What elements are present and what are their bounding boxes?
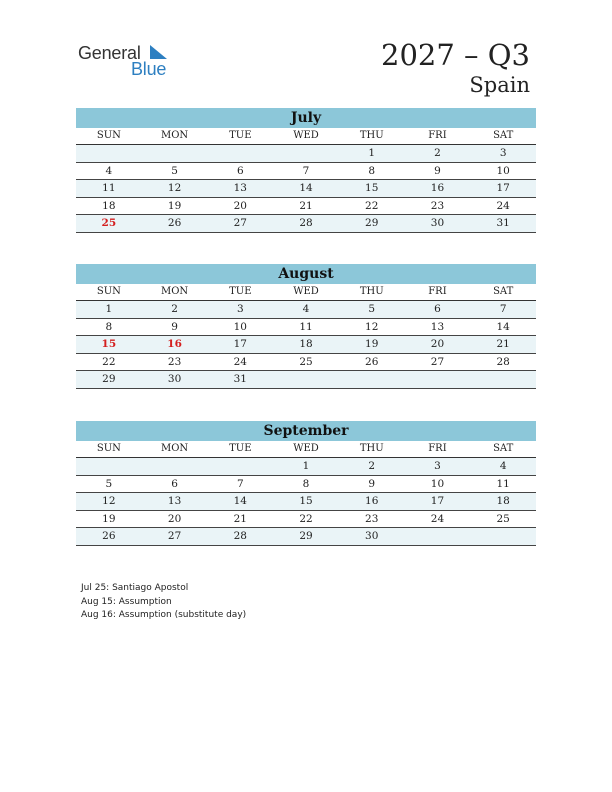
day-cell: 27: [167, 530, 182, 542]
day-cell: 28: [496, 355, 510, 368]
day-cell: [273, 371, 339, 388]
day-cell: 5: [105, 477, 113, 490]
day-cell: 12: [167, 182, 182, 194]
weekday-label: TUE: [229, 130, 252, 141]
holiday-note: Aug 15: Assumption: [81, 596, 172, 607]
day-cell: [207, 145, 273, 162]
day-cell: 8: [105, 320, 113, 333]
weekday-label: THU: [359, 130, 384, 141]
page-title: 2027 – Q3: [381, 38, 530, 72]
weekday-label: WED: [293, 130, 319, 141]
day-cell: [76, 458, 142, 475]
day-cell: 17: [233, 338, 247, 350]
day-cell: 30: [167, 373, 182, 385]
day-cell: 25: [299, 355, 313, 368]
week-row: [76, 163, 536, 181]
weekday-label: SAT: [493, 286, 514, 297]
day-cell: 14: [299, 182, 313, 194]
day-cell: 11: [299, 320, 313, 333]
day-cell: 29: [299, 530, 313, 542]
day-cell: 20: [167, 512, 182, 525]
day-cell: [142, 145, 208, 162]
day-cell: 22: [299, 512, 313, 525]
week-row: [76, 180, 536, 198]
day-cell: 23: [365, 512, 379, 525]
day-cell: 30: [430, 217, 445, 229]
day-cell: 3: [434, 460, 441, 472]
month-calendar-september: [76, 421, 536, 546]
day-cell: 13: [430, 320, 445, 333]
day-cell: 17: [430, 495, 445, 507]
day-cell: 11: [102, 182, 116, 194]
day-cell: 23: [430, 199, 445, 212]
day-cell: 21: [233, 512, 247, 525]
day-cell: 23: [167, 355, 182, 368]
holiday-note: Aug 16: Assumption (substitute day): [81, 610, 247, 620]
day-cell: 7: [236, 477, 244, 490]
day-cell: [339, 371, 405, 388]
day-cell: 28: [233, 530, 247, 542]
holiday-notes: [81, 582, 246, 623]
day-cell: 4: [499, 460, 507, 472]
month-calendar-august: [76, 264, 536, 389]
day-cell: 12: [365, 320, 379, 333]
day-cell: 29: [365, 217, 379, 229]
week-row: [76, 336, 536, 354]
weekday-header-row: [76, 284, 536, 301]
day-cell: 29: [102, 373, 116, 385]
day-cell: 27: [233, 217, 247, 229]
weekday-label: SAT: [493, 443, 514, 454]
day-cell: 5: [368, 303, 376, 315]
week-row: [76, 215, 536, 233]
day-cell: 21: [299, 199, 313, 212]
weekday-label: WED: [293, 443, 319, 454]
day-cell: 4: [105, 164, 113, 177]
holiday-day-cell: 15: [101, 338, 117, 350]
day-cell: [470, 528, 536, 545]
day-cell: 8: [302, 477, 310, 490]
day-cell: 9: [434, 164, 441, 177]
day-cell: 31: [233, 373, 247, 385]
day-cell: 24: [233, 355, 247, 368]
day-cell: 11: [496, 477, 510, 490]
logo-triangle-icon: [150, 45, 167, 59]
day-cell: 19: [167, 199, 182, 212]
day-cell: 17: [496, 182, 510, 194]
day-cell: 19: [102, 512, 116, 525]
week-row: [76, 493, 536, 511]
day-cell: 5: [171, 164, 178, 177]
day-cell: [405, 371, 471, 388]
day-cell: 16: [365, 495, 379, 507]
weekday-label: SUN: [96, 443, 121, 454]
day-cell: 21: [496, 338, 510, 350]
day-cell: 25: [496, 512, 510, 525]
weekday-label: MON: [160, 443, 189, 454]
day-cell: 15: [299, 495, 313, 507]
weekday-header-row: [76, 128, 536, 145]
weekday-label: WED: [293, 286, 319, 297]
week-row: [76, 511, 536, 529]
month-calendar-july: [76, 108, 536, 233]
weekday-label: TUE: [229, 443, 252, 454]
day-cell: 3: [499, 147, 507, 159]
day-cell: 27: [430, 355, 445, 368]
day-cell: 26: [365, 355, 379, 368]
weekday-label: SUN: [96, 286, 121, 297]
weekday-label: SUN: [96, 130, 121, 141]
day-cell: [470, 371, 536, 388]
day-cell: 20: [430, 338, 445, 350]
day-cell: 4: [302, 303, 310, 315]
day-cell: 3: [236, 303, 244, 315]
weekday-label: MON: [160, 286, 189, 297]
day-cell: 6: [434, 303, 441, 315]
day-cell: 14: [496, 320, 510, 333]
weekday-label: THU: [359, 286, 384, 297]
weekday-label: FRI: [428, 286, 447, 297]
day-cell: 31: [496, 217, 510, 229]
day-cell: 24: [430, 512, 445, 525]
week-row: [76, 476, 536, 494]
day-cell: 14: [233, 495, 247, 507]
day-cell: [273, 145, 339, 162]
day-cell: 10: [496, 164, 510, 177]
holiday-note: Jul 25: Santiago Apostol: [81, 583, 189, 593]
logo-word-blue: Blue: [131, 59, 167, 79]
day-cell: 1: [302, 460, 310, 472]
day-cell: 12: [102, 495, 116, 507]
day-cell: 7: [302, 164, 310, 177]
month-header: August: [76, 264, 536, 284]
week-row: [76, 145, 536, 163]
day-cell: [142, 458, 208, 475]
weekday-label: FRI: [428, 130, 447, 141]
day-cell: 8: [368, 164, 376, 177]
day-cell: 10: [233, 320, 247, 333]
generalblue-logo: [78, 40, 188, 80]
weekday-label: MON: [160, 130, 189, 141]
day-cell: 9: [171, 320, 178, 333]
week-row: [76, 354, 536, 372]
day-cell: 24: [496, 199, 510, 212]
day-cell: 22: [365, 199, 379, 212]
week-row: [76, 301, 536, 319]
day-cell: [405, 528, 471, 545]
weekday-label: FRI: [428, 443, 447, 454]
day-cell: 2: [434, 147, 441, 159]
day-cell: 9: [368, 477, 376, 490]
day-cell: 28: [299, 217, 313, 229]
week-row: [76, 198, 536, 216]
week-row: [76, 458, 536, 476]
holiday-day-cell: 25: [101, 217, 117, 229]
day-cell: 1: [105, 303, 113, 315]
day-cell: 6: [236, 164, 244, 177]
day-cell: 13: [233, 182, 247, 194]
week-row: [76, 528, 536, 546]
day-cell: 26: [167, 217, 182, 229]
day-cell: 26: [102, 530, 116, 542]
day-cell: 20: [233, 199, 247, 212]
holiday-day-cell: 16: [167, 338, 182, 350]
day-cell: 7: [499, 303, 507, 315]
weekday-label: SAT: [493, 130, 514, 141]
month-header: July: [76, 108, 536, 128]
day-cell: 16: [430, 182, 445, 194]
day-cell: 2: [368, 460, 376, 472]
day-cell: 2: [171, 303, 178, 315]
country-name: Spain: [469, 73, 530, 97]
day-cell: [76, 145, 142, 162]
day-cell: 18: [496, 495, 510, 507]
month-header: September: [76, 421, 536, 441]
week-row: [76, 371, 536, 389]
logo-word-general: General: [78, 43, 141, 63]
day-cell: 18: [299, 338, 313, 350]
day-cell: 15: [365, 182, 379, 194]
week-row: [76, 319, 536, 337]
weekday-label: TUE: [229, 286, 252, 297]
day-cell: 22: [102, 355, 116, 368]
day-cell: 13: [167, 495, 182, 507]
day-cell: [207, 458, 273, 475]
day-cell: 19: [365, 338, 379, 350]
day-cell: 30: [365, 530, 379, 542]
weekday-label: THU: [359, 443, 384, 454]
weekday-header-row: [76, 441, 536, 458]
day-cell: 1: [368, 147, 376, 159]
day-cell: 6: [171, 477, 178, 490]
day-cell: 10: [430, 477, 445, 490]
day-cell: 18: [102, 199, 116, 212]
